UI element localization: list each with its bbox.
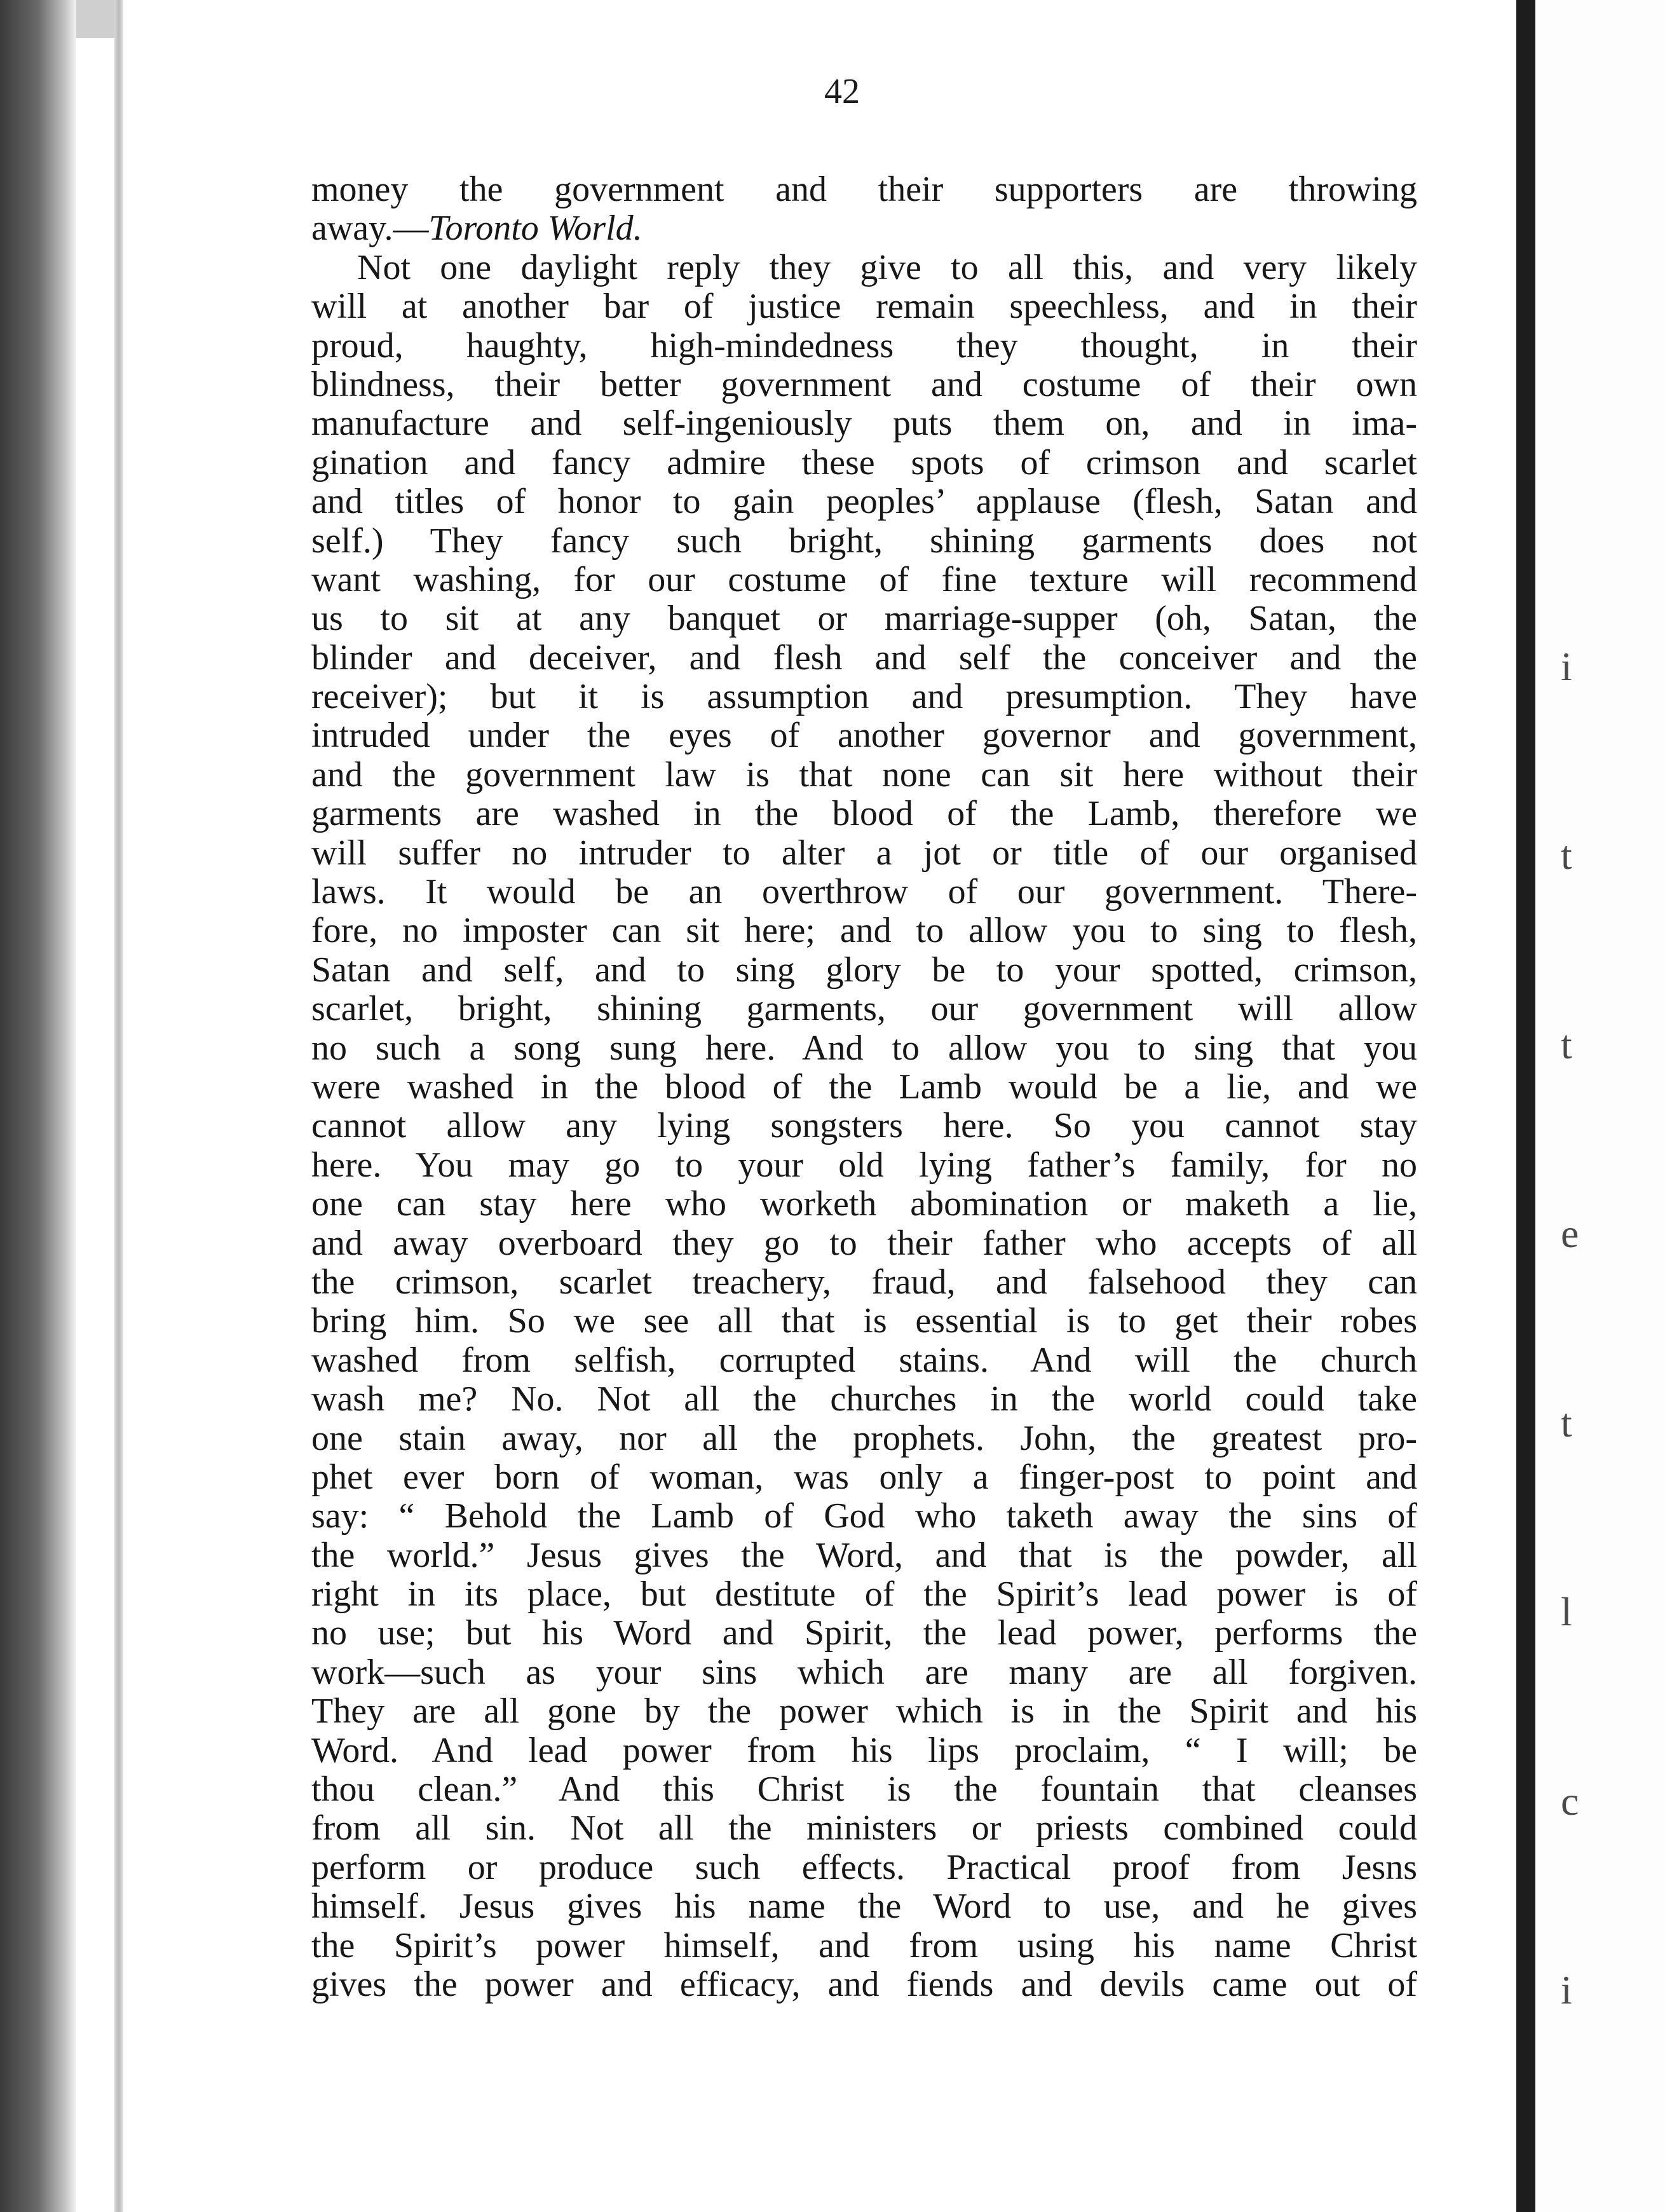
text-line	[311, 951, 1417, 990]
text-line	[311, 209, 1417, 248]
text-line	[311, 834, 1417, 873]
text-line-content: washed from selfish, corrupted stains. And will the church	[311, 1340, 1417, 1380]
text-line	[311, 482, 1417, 521]
text-line-content: cannot allow any lying songsters here. So you cannot stay	[311, 1106, 1417, 1146]
text-line	[311, 1263, 1417, 1302]
text-line	[311, 599, 1417, 638]
text-line	[311, 873, 1417, 911]
text-line-content: gination and fancy admire these spots of crimson and scarlet	[311, 442, 1417, 482]
bleed-character: i	[1561, 643, 1572, 689]
text-line-content: proud, haughty, high-mindedness they thought, in their	[311, 325, 1417, 365]
text-line	[311, 1848, 1417, 1887]
text-line	[311, 795, 1417, 833]
text-line-content: fore, no imposter can sit here; and to allow you to sing to flesh,	[311, 911, 1417, 951]
text-line-content: were washed in the blood of the Lamb would be a lie, and we	[311, 1067, 1417, 1107]
text-line-content: self.) They fancy such bright, shining garments does not	[311, 521, 1417, 561]
text-line	[311, 1887, 1417, 1926]
bleed-character: i	[1561, 1967, 1572, 2013]
text-line-content: will at another bar of justice remain speechless, and in their	[311, 287, 1417, 327]
text-line	[311, 1068, 1417, 1107]
bleed-character: t	[1561, 833, 1572, 878]
text-line	[311, 444, 1417, 482]
text-line-content: no such a song sung here. And to allow you to sing that you	[311, 1028, 1417, 1068]
text-line	[311, 1341, 1417, 1380]
text-line	[311, 1653, 1417, 1692]
body-text	[311, 170, 1417, 2004]
text-line	[311, 287, 1417, 326]
text-line-content: away.—	[311, 208, 429, 249]
text-line	[311, 639, 1417, 678]
text-line-content: Not one daylight reply they give to all this, and very likely	[357, 247, 1417, 287]
text-line-content: Word. And lead power from his lips proclaim, “ I will; be	[311, 1730, 1417, 1770]
text-line	[311, 756, 1417, 795]
text-line	[311, 1302, 1417, 1341]
text-line	[311, 1692, 1417, 1731]
text-line	[311, 249, 1417, 287]
bleed-character: c	[1561, 1778, 1579, 1824]
text-line	[311, 1770, 1417, 1809]
text-line	[311, 1380, 1417, 1419]
text-line-content: work—such as your sins which are many are all forgiven.	[311, 1652, 1417, 1692]
text-line-content: and away overboard they go to their father who accepts of all	[311, 1223, 1417, 1263]
text-line-content: scarlet, bright, shining garments, our government will allow	[311, 989, 1417, 1029]
text-line	[311, 327, 1417, 365]
text-line-content: one can stay here who worketh abomination or maketh a lie,	[311, 1184, 1417, 1224]
text-line-content: receiver); but it is assumption and presumption. They have	[311, 677, 1417, 717]
text-line-content: bring him. So we see all that is essential is to get their robes	[311, 1301, 1417, 1341]
text-line	[311, 1575, 1417, 1614]
text-line-content: laws. It would be an overthrow of our government. There-	[311, 872, 1417, 912]
text-line	[311, 1146, 1417, 1185]
text-line-content: the world.” Jesus gives the Word, and that is the powder, all	[311, 1535, 1417, 1575]
page-edge-rule	[1516, 0, 1535, 2212]
quote-source: Toronto World.	[428, 208, 642, 249]
text-line	[311, 1419, 1417, 1458]
text-line	[311, 1927, 1417, 1965]
text-line	[311, 1614, 1417, 1653]
text-line-content: from all sin. Not all the ministers or priests combined could	[311, 1808, 1417, 1848]
text-line-content: intruded under the eyes of another governor and government,	[311, 716, 1417, 756]
page-number: 42	[824, 72, 860, 111]
text-line	[311, 170, 1417, 209]
text-line	[311, 1185, 1417, 1224]
text-line-content: thou clean.” And this Christ is the fountain that cleanses	[311, 1770, 1417, 1810]
text-line-content: here. You may go to your old lying father’s family, for no	[311, 1145, 1417, 1185]
text-line	[311, 1965, 1417, 2004]
text-line	[311, 1029, 1417, 1068]
text-line	[311, 1536, 1417, 1575]
text-line	[311, 716, 1417, 755]
text-line-content: one stain away, nor all the prophets. John, the greatest pro-	[311, 1418, 1417, 1458]
text-line-content: garments are washed in the blood of the Lamb, therefore we	[311, 794, 1417, 834]
text-line	[311, 1224, 1417, 1263]
neighbour-page-bleed	[1535, 0, 1665, 2212]
text-line	[311, 365, 1417, 404]
text-line-content: phet ever born of woman, was only a finger-post to point and	[311, 1457, 1417, 1497]
bleed-character: t	[1561, 1021, 1572, 1067]
text-line-content: want washing, for our costume of fine texture will recommend	[311, 559, 1417, 599]
text-line-content: wash me? No. Not all the churches in the world could take	[311, 1379, 1417, 1419]
text-line-content: right in its place, but destitute of the Spirit’s lead power is of	[311, 1574, 1417, 1615]
book-gutter-shadow	[0, 0, 76, 2212]
text-line	[311, 1731, 1417, 1770]
text-line	[311, 1809, 1417, 1848]
text-line	[311, 404, 1417, 443]
book-gutter-fold	[114, 0, 123, 2212]
text-line-content: say: “ Behold the Lamb of God who taketh away the sins of	[311, 1496, 1417, 1536]
text-line	[311, 1458, 1417, 1497]
text-line	[311, 678, 1417, 716]
bleed-character: e	[1561, 1211, 1579, 1257]
text-line-content: They are all gone by the power which is in the Spirit and his	[311, 1691, 1417, 1731]
text-line-content: blindness, their better government and costume of their own	[311, 364, 1417, 404]
text-line-content: no use; but his Word and Spirit, the lead power, performs the	[311, 1613, 1417, 1653]
text-line-content: blinder and deceiver, and flesh and self the conceiver and the	[311, 638, 1417, 678]
text-line-content: manufacture and self-ingeniously puts them on, and in ima-	[311, 404, 1417, 444]
text-line-content: money the government and their supporters are throwing	[311, 170, 1417, 209]
text-line-content: and titles of honor to gain peoples’ applause (flesh, Satan and	[311, 482, 1417, 522]
text-line-content: himself. Jesus gives his name the Word to use, and he gives	[311, 1887, 1417, 1927]
text-line-content: gives the power and efficacy, and fiends and devils came out of	[311, 1964, 1417, 2004]
text-line	[311, 1107, 1417, 1145]
text-line	[311, 561, 1417, 599]
text-line	[311, 911, 1417, 950]
text-line-content: will suffer no intruder to alter a jot or title of our organised	[311, 833, 1417, 873]
text-line-content: the crimson, scarlet treachery, fraud, and falsehood they can	[311, 1262, 1417, 1302]
text-line	[311, 522, 1417, 561]
bleed-character: t	[1561, 1400, 1572, 1445]
bleed-character: l	[1561, 1589, 1572, 1635]
text-line-content: and the government law is that none can sit here without their	[311, 754, 1417, 795]
text-line-content: Satan and self, and to sing glory be to your spotted, crimson,	[311, 950, 1417, 990]
text-line	[311, 990, 1417, 1028]
text-line-content: us to sit at any banquet or marriage-supper (oh, Satan, the	[311, 599, 1417, 639]
text-line	[311, 1497, 1417, 1536]
text-line-content: the Spirit’s power himself, and from using his name Christ	[311, 1925, 1417, 1965]
text-line-content: perform or produce such effects. Practical proof from Jesns	[311, 1847, 1417, 1887]
